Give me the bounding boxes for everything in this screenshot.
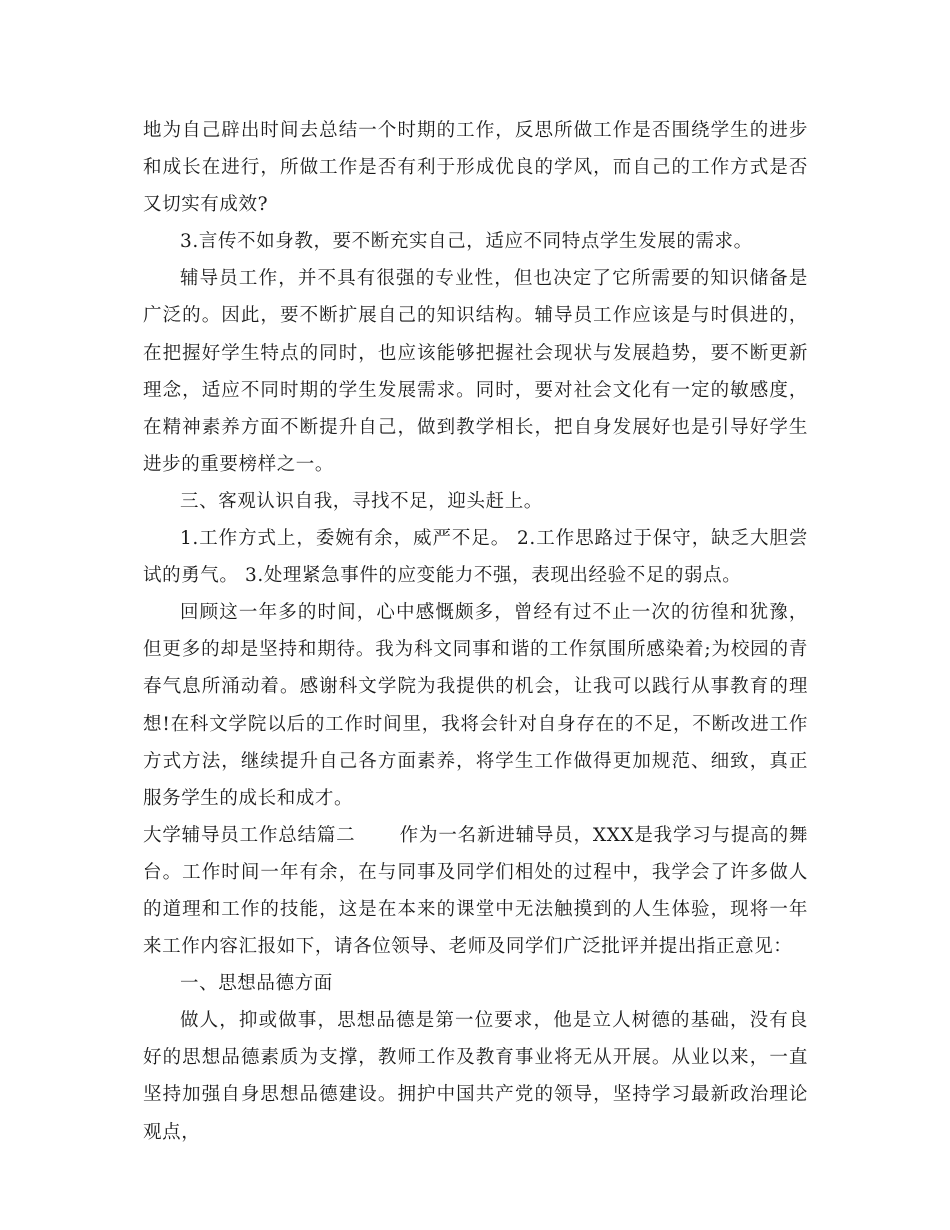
- paragraph-6: 回顾这一年多的时间，心中感慨颇多，曾经有过不止一次的彷徨和犹豫，但更多的却是坚持和期待。我为科文同事和谐的工作氛围所感染着;为校园的青春气息所涌动着。感谢科文学院为我提供的机会，让我可以践行从事教育的理想!在科文学院以后的工作时间里，我将会针对自身存在的不足，不断改进工作方式方法，继续提升自己各方面素养，将学生工作做得更加规范、细致，真正服务学生的成长和成才。: [143, 602, 808, 809]
- paragraph-3: 辅导员工作，并不具有很强的专业性，但也决定了它所需要的知识储备是广泛的。因此，要不断扩展自己的知识结构。辅导员工作应该是与时俱进的，在把握好学生特点的同时，也应该能够把握社会现状与发展趋势，要不断更新理念，适应不同时期的学生发展需求。同时，要对社会文化有一定的敏感度，在精神素养方面不断提升自己，做到教学相长，把自身发展好也是引导好学生进步的重要榜样之一。: [143, 268, 808, 475]
- subheading-ideology: 一、思想品德方面: [180, 973, 333, 995]
- section-intro-paragraph: [143, 817, 808, 965]
- section-title: 大学辅导员工作总结篇二: [143, 824, 356, 846]
- section-intro-text: 作为一名新进辅导员，XXX是我学习与提高的舞台。工作时间一年有余，在与同事及同学们相处的过程中，我学会了许多做人的道理和工作的技能，这是在本来的课堂中无法触摸到的人生体验，现将一年来工作内容汇报如下，请各位领导、老师及同学们广泛批评并提出指正意见：: [143, 824, 808, 958]
- paragraph-1: 地为自己辟出时间去总结一个时期的工作，反思所做工作是否围绕学生的进步和成长在进行，所做工作是否有利于形成优良的学风，而自己的工作方式是否又切实有成效?: [143, 120, 808, 216]
- paragraph-ideology: 做人，抑或做事，思想品德是第一位要求，他是立人树德的基础，没有良好的思想品德素质为支撑，教师工作及教育事业将无从开展。从业以来，一直坚持加强自身思想品德建设。拥护中国共产党的领导，坚持学习最新政治理论观点，: [143, 1010, 808, 1143]
- paragraph-5: 1.工作方式上，委婉有余，威严不足。 2.工作思路过于保守，缺乏大胆尝试的勇气。 3.处理紧急事件的应变能力不强，表现出经验不足的弱点。: [143, 528, 808, 587]
- paragraph-4-heading: 三、客观认识自我，寻找不足，迎头赶上。: [180, 490, 543, 512]
- document-body: [143, 112, 808, 1151]
- paragraph-2: 3.言传不如身教，要不断充实自己，适应不同特点学生发展的需求。: [180, 231, 753, 253]
